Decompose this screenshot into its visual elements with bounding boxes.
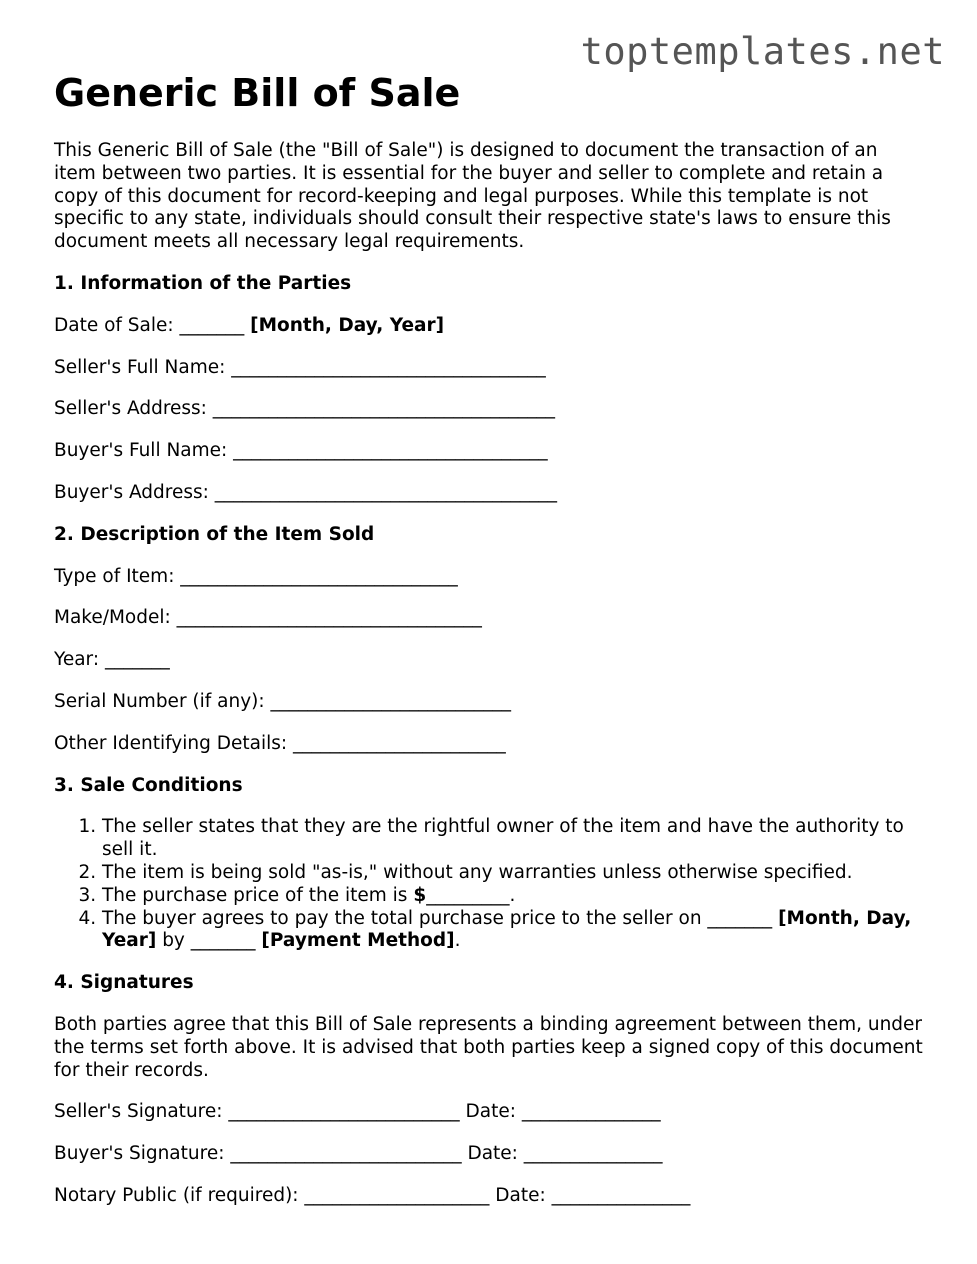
seller-signature-field: Seller's Signature: _________________________ Date: _______________ (54, 1101, 661, 1123)
payment-method-hint: [Payment Method] (261, 930, 455, 952)
purchase-price-blank: _________. (426, 884, 516, 906)
seller-full-name-field: Seller's Full Name: __________________________________ (54, 356, 546, 378)
year-field: Year: _______ (54, 649, 170, 671)
buyer-full-name-field: Buyer's Full Name: __________________________________ (54, 440, 548, 462)
payment-by-text: by _______ (156, 930, 262, 952)
notary-field: Notary Public (if required): ____________________ Date: _______________ (54, 1184, 691, 1206)
document-title: Generic Bill of Sale (54, 71, 461, 115)
make-model-field: Make/Model: _________________________________ (54, 607, 482, 629)
serial-number-field: Serial Number (if any): __________________________ (54, 690, 512, 712)
buyer-address-field: Buyer's Address: _____________________________________ (54, 481, 557, 503)
list-item (102, 908, 924, 954)
payment-text: The buyer agrees to pay the total purchase price to the seller on _______ (102, 907, 779, 929)
section-2-heading: 2. Description of the Item Sold (54, 523, 375, 545)
buyer-signature-field: Buyer's Signature: _________________________ Date: _______________ (54, 1143, 663, 1165)
signatures-paragraph: Both parties agree that this Bill of Sale represents a binding agreement between them, under the terms set forth above. It is advised that both parties keep a signed copy of this document for their records. (54, 1013, 923, 1081)
dollar-sign: $ (413, 884, 427, 906)
date-of-sale-label: Date of Sale: _______ (54, 314, 245, 336)
payment-period: . (454, 930, 461, 952)
payment-date-hint: [Month, Day, Year] (102, 907, 912, 952)
document-page (54, 70, 924, 1208)
purchase-price-text: The purchase price of the item is (102, 884, 414, 906)
other-details-field: Other Identifying Details: _______________________ (54, 732, 506, 754)
watermark: toptemplates.net (580, 30, 945, 73)
date-of-sale-hint: [Month, Day, Year] (250, 314, 445, 336)
section-4-heading: 4. Signatures (54, 972, 194, 994)
section-3-heading: 3. Sale Conditions (54, 774, 243, 796)
list-item: 1. The seller states that they are the rightful owner of the item and have the authority to sell it. (102, 816, 924, 862)
intro-paragraph: This Generic Bill of Sale (the "Bill of Sale") is designed to document the transaction of an item between two parties. It is essential for the buyer and seller to complete and retain a copy of this document for record-keeping and legal purposes. While this template is not specific to any state, individuals should consult their respective state's laws to ensure this document meets all necessary legal requirements. (54, 140, 891, 253)
type-of-item-field: Type of Item: ______________________________ (54, 565, 458, 587)
list-item (102, 885, 924, 908)
date-of-sale-field (54, 315, 924, 338)
seller-address-field: Seller's Address: _____________________________________ (54, 398, 556, 420)
section-1-heading: 1. Information of the Parties (54, 272, 352, 294)
list-item: 2. The item is being sold "as-is," without any warranties unless otherwise specified. (102, 862, 924, 885)
sale-conditions-list (54, 816, 924, 953)
